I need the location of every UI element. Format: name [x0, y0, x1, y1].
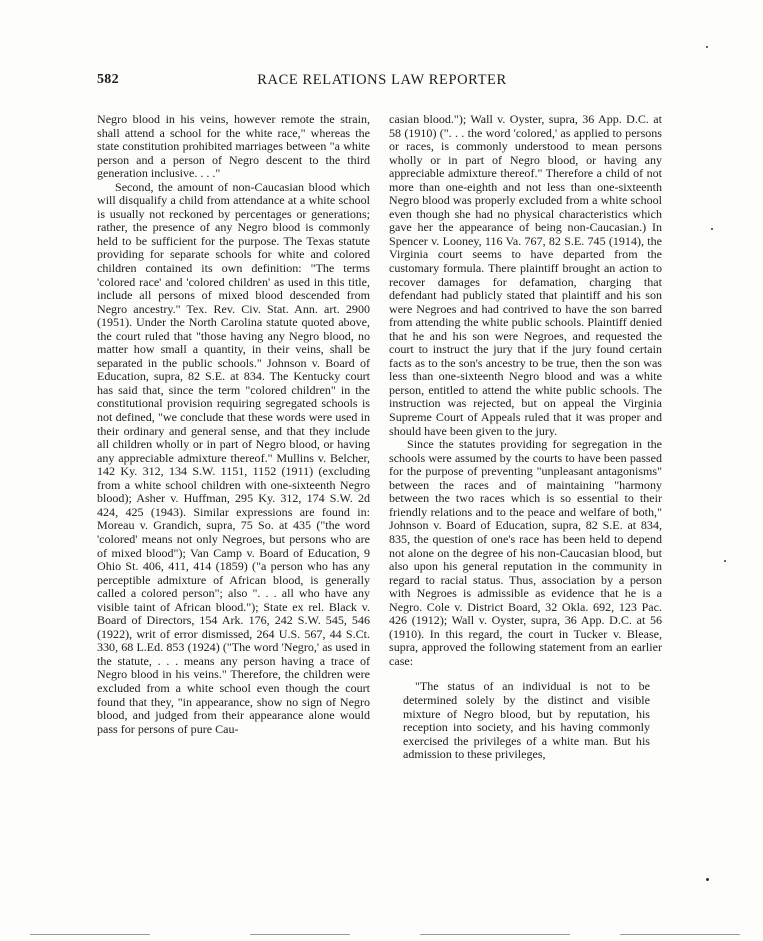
scan-edge — [620, 934, 740, 935]
right-column — [389, 113, 662, 762]
scan-speck — [706, 46, 708, 48]
scan-edge — [30, 934, 150, 935]
paragraph: Since the statutes providing for segregation in the schools were assumed by the courts to have been passed for the purpose of preventing "unpleasant antagonisms" between the races and of maintaining "harmony between the two races which is so essential to their friendly relations and to the peace and welfare of both," Johnson v. Board of Education, supra, 82 S.E. at 834, 835, the question of one's race has been held to depend not alone on the degree of his non-Caucasian blood, but also upon his general reputation in the community in regard to racial status. Thus, association by a person with Negroes is admissible as evidence that he is a Negro. Cole v. District Board, 32 Okla. 692, 123 Pac. 426 (1912); Wall v. Oyster, supra, 36 App. D.C. at 56 (1910). In this regard, the court in Tucker v. Blease, supra, approved the following statement from an earlier case: — [389, 437, 662, 668]
page-header — [97, 72, 667, 92]
scan-edge — [420, 934, 570, 935]
scan-speck — [724, 560, 726, 562]
running-head: RACE RELATIONS LAW REPORTER — [257, 72, 507, 88]
paragraph: Negro blood in his veins, however remote the strain, shall attend a school for the white race," whereas the state constitution prohibited marriages between "a white person and a person of Negro descent to the third generation inclusive. . . ." — [97, 112, 370, 181]
scan-speck — [711, 228, 713, 230]
scan-edge — [250, 934, 350, 935]
paragraph: casian blood."); Wall v. Oyster, supra, 36 App. D.C. at 58 (1910) (". . . the word 'colored,' as applied to persons or races, is commonly understood to mean persons wholly or in part of Negro blood, or having any appreciable admixture thereof." Therefore a child of not more than one-eighth and not less than one-sixteenth Negro blood was properly excluded from a white school even though she had no physical characteristics which gave her the appearance of being non-Caucasian.) In Spencer v. Looney, 116 Va. 767, 82 S.E. 745 (1914), the Virginia court seems to have departed from the customary formula. There plaintiff brought an action to recover damages for defamation, charging that defendant had publicly stated that plaintiff and his son were Negroes and had contrived to have the son barred from attending the white public schools. Plaintiff denied that he and his son were Negroes, and requested the court to instruct the jury that if the jury found certain facts as to the son's ancestry to be true, then the son was less than one-sixteenth Negro blood and was a white person, entitled to attend the white public schools. The instruction was rejected, but on appeal the Virginia Supreme Court of Appeals ruled that it was proper and should have been given to the jury. — [389, 112, 662, 438]
left-column — [97, 113, 370, 736]
paragraph: Second, the amount of non-Caucasian blood which will disqualify a child from attendance at a white school is usually not reckoned by percentages or generations; rather, the presence of any Negro blood is commonly held to be sufficient for the purpose. The Texas statute providing for separate schools for white and colored children contained its own definition: "The terms 'colored race' and 'colored children' as used in this title, include all persons of mixed blood descended from Negro ancestry." Tex. Rev. Civ. Stat. Ann. art. 2900 (1951). Under the North Carolina statute quoted above, the court ruled that "those having any Negro blood, no matter how small a quantity, in their veins, shall be separated in the public schools." Johnson v. Board of Education, supra, 82 S.E. at 834. The Kentucky court has said that, since the term "colored children" in the constitutional provision requiring segregated schools is not defined, "we conclude that these words were used in their ordinary and general sense, and that they include all children wholly or in part of Negro blood, or having any appreciable admixture thereof." Mullins v. Belcher, 142 Ky. 312, 134 S.W. 1151, 1152 (1911) (excluding from a white school children with one-sixteenth Negro blood); Asher v. Huffman, 295 Ky. 312, 174 S.W. 2d 424, 425 (1943). Similar expressions are found in: Moreau v. Grandich, supra, 75 So. at 435 ("the word 'colored' means not only Negroes, but persons who are of mixed blood"); Van Camp v. Board of Education, 9 Ohio St. 406, 411, 414 (1859) ("a person who has any perceptible admixture of African blood, is generally called a colored person"; also ". . . all who have any visible taint of African blood."); State ex rel. Black v. Board of Directors, 154 Ark. 176, 242 S.W. 545, 546 (1922), writ of error dismissed, 264 U.S. 567, 44 S.Ct. 330, 68 L.Ed. 853 (1924) ("The word 'Negro,' as used in the statute, . . . means any person having a trace of Negro blood in his veins." Therefore, the children were excluded from a white school even though the court found that they, "in appearance, show no sign of Negro blood, and judged from their appearance alone would pass for persons of pure Cau- — [97, 179, 370, 736]
page-number: 582 — [97, 72, 119, 87]
scan-speck — [706, 878, 709, 881]
block-quote: "The status of an individual is not to be determined solely by the distinct and visible mixture of Negro blood, but by reputation, his reception into society, and his having commonly exercised the privileges of a white man. But his admission to these privileges, — [403, 679, 650, 762]
